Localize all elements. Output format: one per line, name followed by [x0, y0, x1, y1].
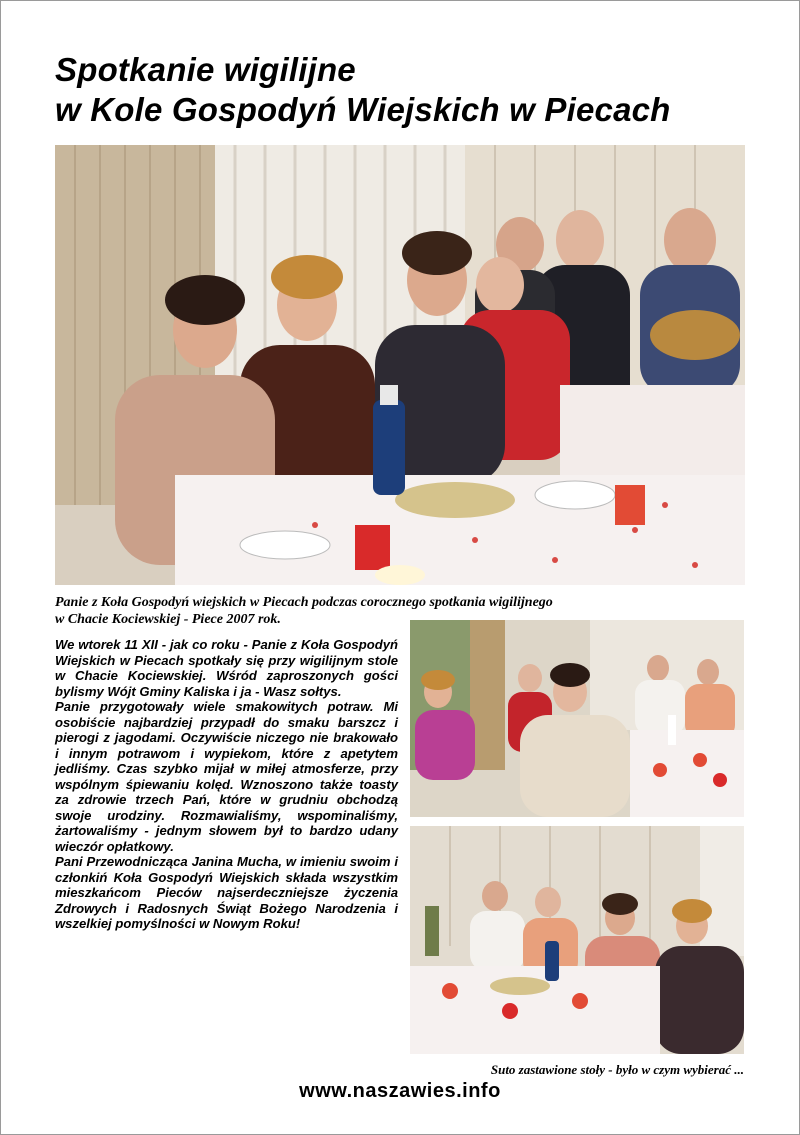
article-paragraph-2: Panie przygotowały wiele smakowitych potraw. Mi osobiście najbardziej przypadł do smaku barszcz i pierogi z jagodami. Oczywiście niczego nie brakowało i innym potrawom i wypiekom, które z apetytem jedliśmy. Czas szybko mijał w miłej atmosferze, przy wspólnym śpiewaniu kolęd. Wznoszono także toasty za zdrowie trzech Pań, które w grudniu obchodzą swoje urodziny. Rozmawialiśmy, wspominaliśmy, żartowaliśmy - jednym słowem był to bardzo udany wieczór opłatkowy. — [55, 699, 398, 854]
main-photo — [55, 145, 745, 585]
title-line-1: Spotkanie wigilijne — [55, 51, 356, 88]
side-photos-caption: Suto zastawione stoły - było w czym wybierać ... — [490, 1062, 744, 1077]
article-paragraph-3: Pani Przewodnicząca Janina Mucha, w imieniu swoim i członkiń Koła Gospodyń Wiejskich składa wszystkim mieszkańcom Pieców najserdeczniejsze życzenia Zdrowych i Radosnych Świąt Bożego Narodzenia i wszelkiej pomyślności w Nowym Roku! — [55, 854, 398, 931]
side-photo-1 — [410, 620, 744, 817]
page-title — [55, 50, 775, 130]
main-photo-caption-line-2: w Chacie Kociewskiej - Piece 2007 rok. — [55, 612, 281, 627]
article-body — [55, 637, 398, 932]
article-paragraph-1: We wtorek 11 XII - jak co roku - Panie z Koła Gospodyń Wiejskich w Piecach spotkały się przy wigilijnym stole w Chacie Kociewskiej. Wśród zaproszonych gości bylismy Wójt Gminy Kaliska i ja - Wasz sołtys. — [55, 637, 398, 699]
main-photo-caption-line-1: Panie z Koła Gospodyń wiejskich w Piecach podczas corocznego spotkania wigilijnego — [55, 595, 553, 610]
side-photo-2 — [410, 826, 744, 1054]
site-url: www.naszawies.info — [299, 1080, 501, 1102]
title-line-2: w Kole Gospodyń Wiejskich w Piecach — [55, 91, 671, 128]
